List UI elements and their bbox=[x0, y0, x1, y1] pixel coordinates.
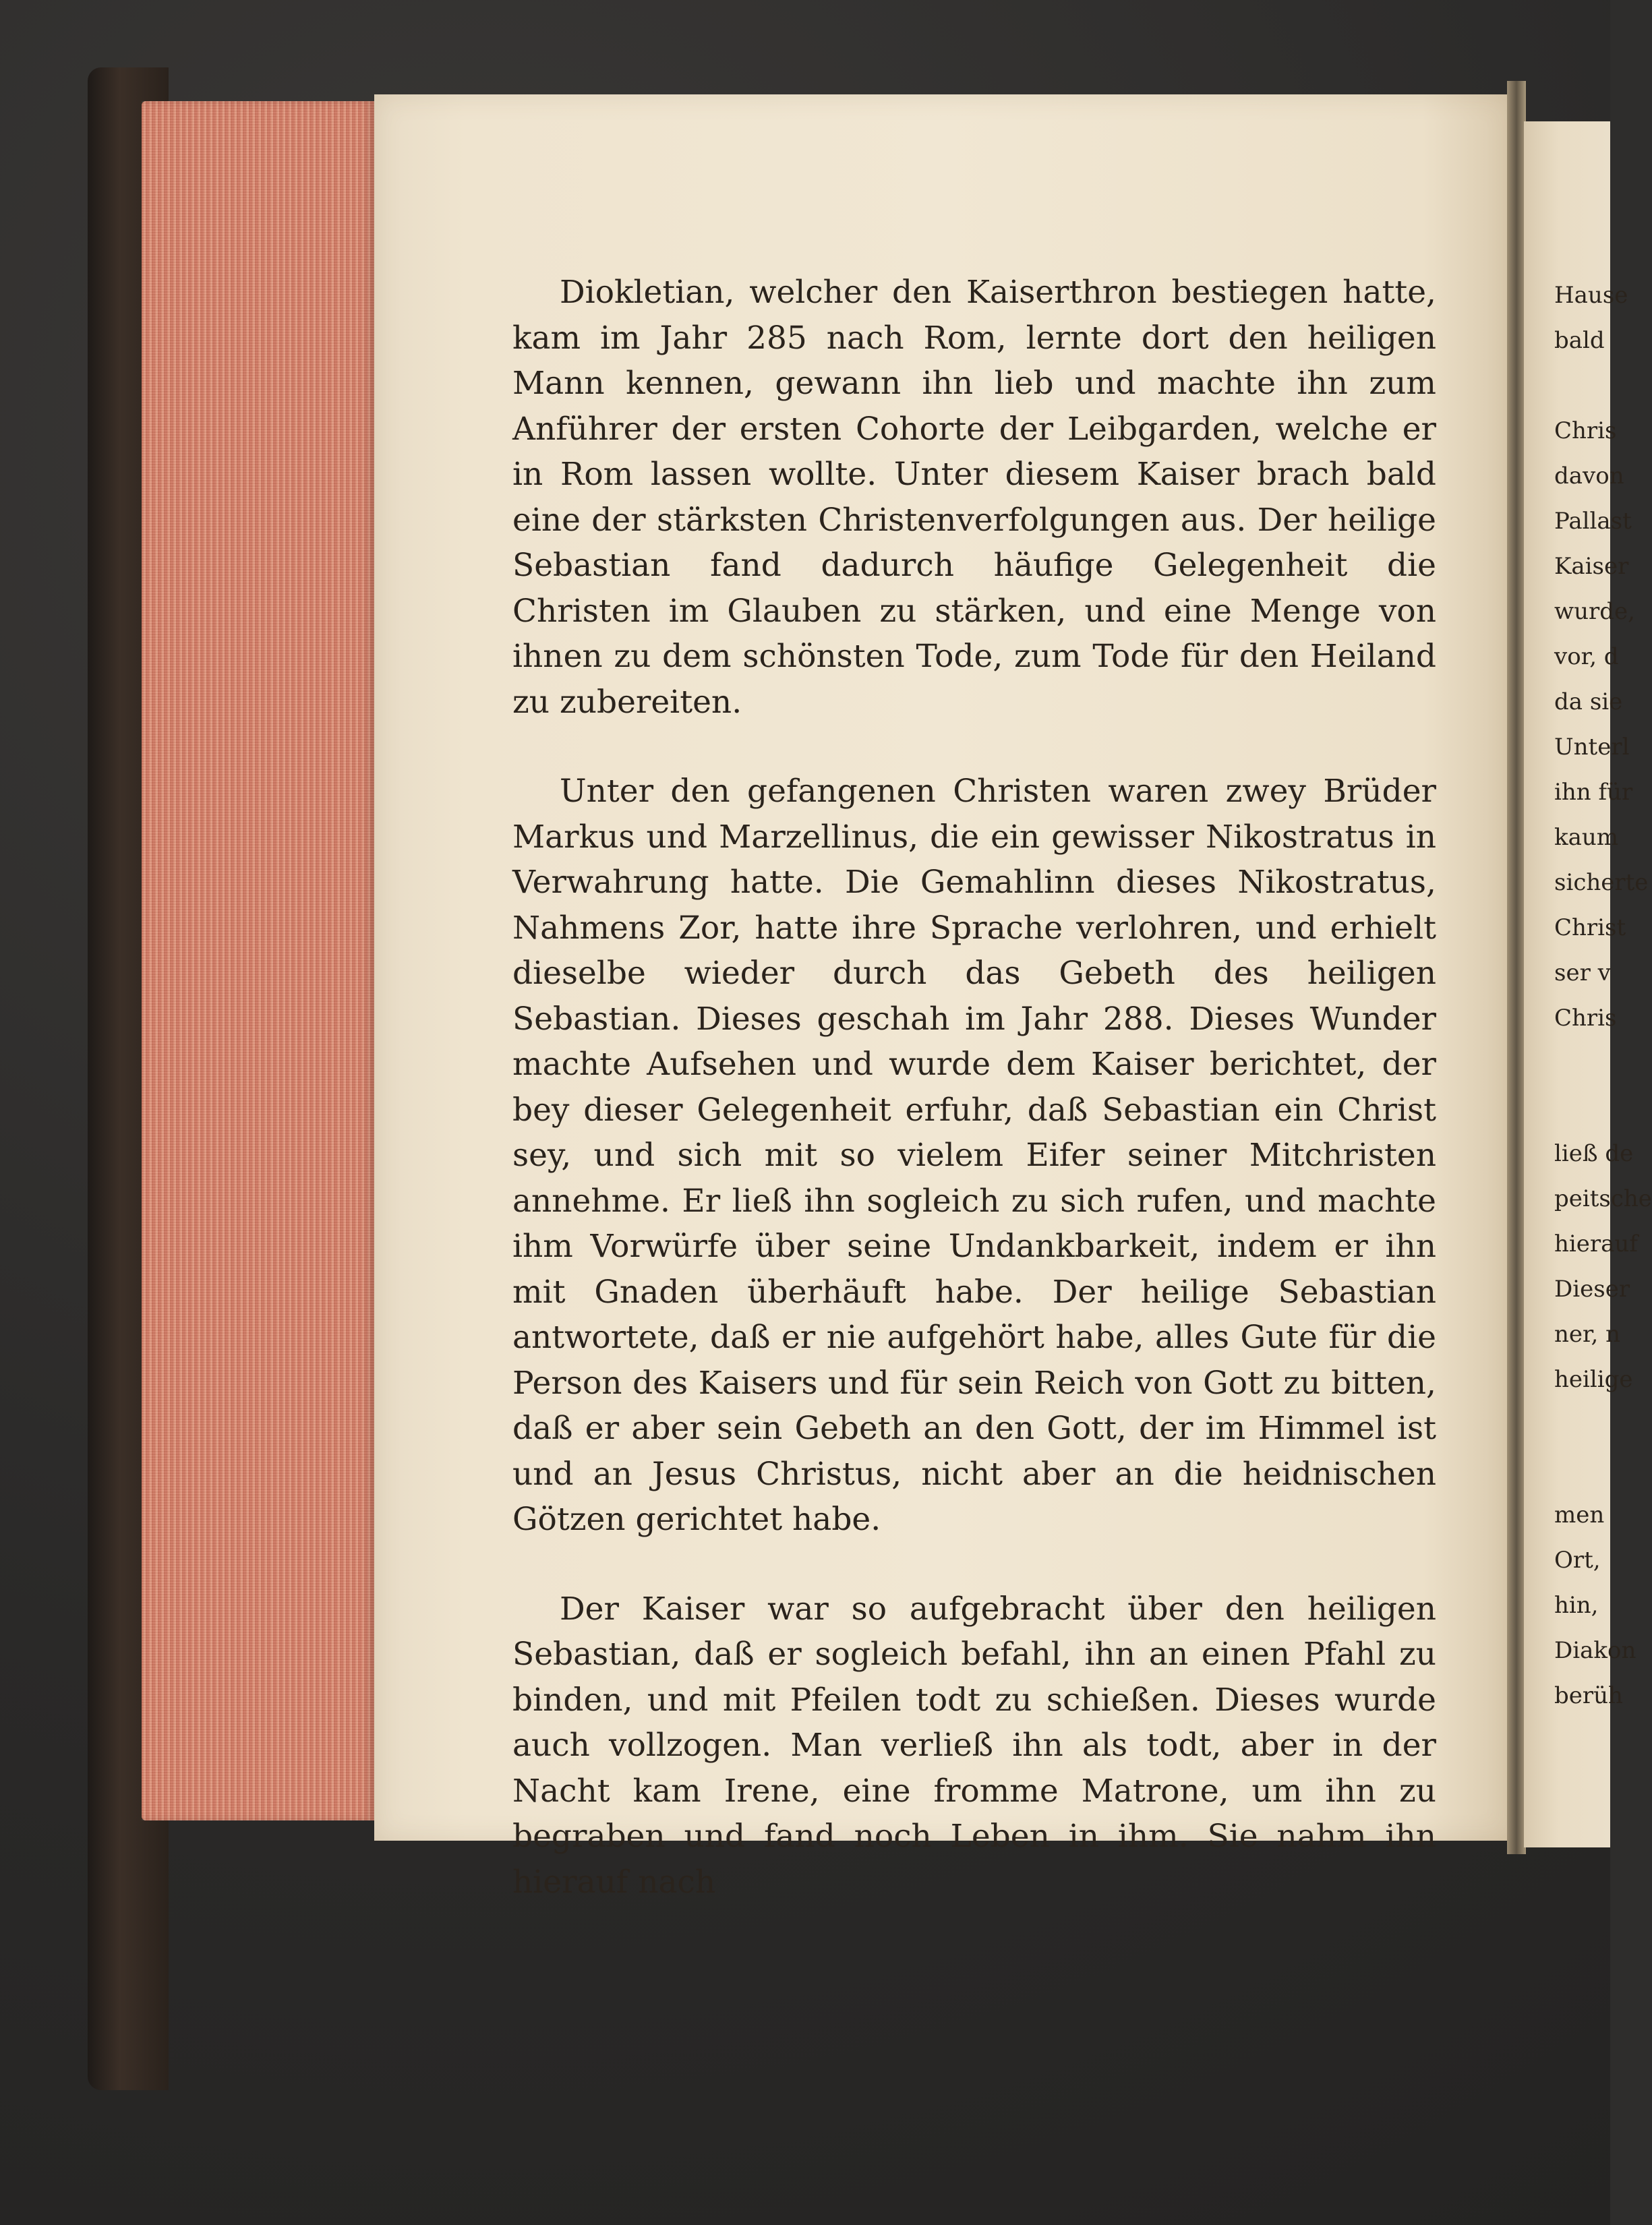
fragment-line bbox=[1554, 1086, 1610, 1131]
fragment-line: vor, d bbox=[1554, 643, 1619, 670]
paragraph-2: Unter den gefangenen Christen waren zwey Brüder Markus und Marzellinus, die ein gewisser Nikostratus in Verwahrung hatte. Die Gemahlinn dieses Nikostratus, Nahmens Zor, hatte ihre Sprache verlohren, und erhielt dieselbe wieder durch das Gebeth des heiligen Sebastian. Dieses geschah im Jahr 288. Dieses Wunder machte Aufsehen und wurde dem Kaiser berichtet, der bey dieser Gelegenheit erfuhr, daß Sebastian ein Christ sey, und sich mit so vielem Eifer seiner Mitchristen annehme. Er ließ ihn sogleich zu sich rufen, und machte ihm Vorwürfe über seine Undankbarkeit, indem er ihn mit Gnaden überhäuft habe. Der heilige Sebastian antwortete, daß er nie aufgehört habe, alles Gute für die Person des Kaisers und für sein Reich von Gott zu bitten, daß er aber sein Gebeth an den Gott, der im Himmel ist und an Jesus Christus, nicht aber an die heidnischen Götzen gerichtet habe. bbox=[512, 773, 1436, 1538]
fragment-line bbox=[1554, 1041, 1610, 1086]
fragment-line: ner, n bbox=[1554, 1321, 1621, 1348]
fragment-line: wurde, bbox=[1554, 598, 1635, 625]
fragment-line: da sie bbox=[1554, 688, 1623, 715]
fragment-line bbox=[1554, 1448, 1610, 1493]
fragment-line: Chris bbox=[1554, 417, 1617, 444]
fragment-line: sicherte bbox=[1554, 869, 1649, 896]
paragraph-3: Der Kaiser war so aufgebracht über den heiligen Sebastian, daß er sogleich befahl, ihn an einen Pfahl zu binden, und mit Pfeilen todt zu schießen. Dieses wurde auch vollzogen. Man verließ ihn als todt, aber in der Nacht kam Irene, eine fromme Matrone, um ihn zu begraben und fand noch Leben in ihm. Sie nahm ihn hierauf nach bbox=[512, 1590, 1436, 1901]
fragment-line: Kaiser bbox=[1554, 553, 1629, 580]
fragment-line: Ort, bbox=[1554, 1547, 1601, 1574]
fragment-line: Hause bbox=[1554, 282, 1628, 309]
fragment-line: berüh bbox=[1554, 1682, 1623, 1709]
fragment-line bbox=[1554, 1402, 1610, 1448]
fragment-line: Pallast bbox=[1554, 508, 1632, 535]
paragraph-1: Diokletian, welcher den Kaiserthron bestiegen hatte, kam im Jahr 285 nach Rom, lernte dort den heiligen Mann kennen, gewann ihn lieb und machte ihn zum Anführer der ersten Cohorte der Leibgarden, welche er in Rom lassen wollte. Unter diesem Kaiser brach bald eine der stärksten Christenverfolgungen aus. Der heilige Sebastian fand dadurch häufige Gelegenheit die Christen im Glauben zu stärken, und eine Menge von ihnen zu dem schönsten Tode, zum Tode für den Heiland zu zubereiten. bbox=[512, 274, 1436, 721]
fragment-line: Unterl bbox=[1554, 734, 1630, 761]
fragment-line: ihn für bbox=[1554, 779, 1633, 806]
fragment-line: hierauf bbox=[1554, 1230, 1638, 1257]
fragment-line: ließ de bbox=[1554, 1140, 1634, 1167]
fragment-line: heilige bbox=[1554, 1366, 1633, 1393]
fragment-line: Dieser bbox=[1554, 1276, 1630, 1303]
fragment-line: davon bbox=[1554, 463, 1624, 489]
book-gutter bbox=[1507, 81, 1526, 1854]
fragment-line: hin, bbox=[1554, 1592, 1599, 1619]
page-edges bbox=[142, 101, 374, 1820]
facing-page-fragments bbox=[1554, 273, 1652, 1719]
fragment-line: men bbox=[1554, 1502, 1605, 1529]
fragment-line: Christ bbox=[1554, 914, 1626, 941]
fragment-line: Diakon bbox=[1554, 1637, 1636, 1664]
fragment-line: kaum bbox=[1554, 824, 1619, 851]
fragment-line: Chris bbox=[1554, 1005, 1617, 1032]
fragment-line bbox=[1554, 363, 1610, 409]
fragment-line: ser v bbox=[1554, 959, 1611, 986]
fragment-line: bald bbox=[1554, 327, 1605, 354]
page-text bbox=[512, 270, 1436, 1905]
fragment-line: peitsche bbox=[1554, 1185, 1652, 1212]
